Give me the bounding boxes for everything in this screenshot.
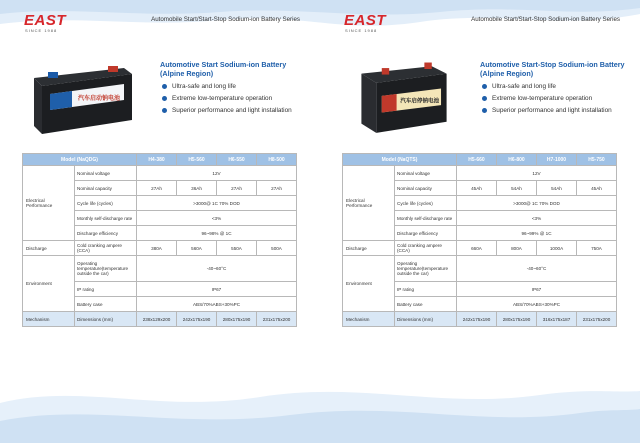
model-name: H5-560	[177, 154, 217, 166]
cell-value: 12V	[137, 166, 297, 181]
row-label: IP rating	[75, 282, 137, 297]
category-electrical: Electrical Performance	[23, 166, 75, 241]
cell-value: 54Ah	[537, 181, 577, 196]
category-environment: Environment	[23, 256, 75, 312]
cell-value: 45Ah	[457, 181, 497, 196]
row-label: Discharge efficiency	[75, 226, 137, 241]
cell-value: 280x175x190	[217, 312, 257, 327]
bullet-icon	[482, 84, 487, 89]
row-label: Dimensions (mm)	[395, 312, 457, 327]
category-discharge: Discharge	[343, 241, 395, 256]
cell-value: 800A	[497, 241, 537, 256]
battery-image	[28, 50, 136, 138]
cell-value: 54Ah	[497, 181, 537, 196]
bullet-icon	[162, 96, 167, 101]
feature-item: Extreme low-temperature operation	[162, 93, 312, 105]
row-label: Nominal voltage	[75, 166, 137, 181]
feature-item: Superior performance and light installation	[162, 105, 312, 117]
feature-item: Superior performance and light installation	[482, 105, 632, 117]
spec-table	[342, 153, 617, 327]
cell-value: 1000A	[537, 241, 577, 256]
cell-value: >3000@ 1C 70% DOD	[457, 196, 617, 211]
row-label: Operating temperature(temperature outside the car)	[395, 256, 457, 282]
model-name: H6-800	[497, 154, 537, 166]
brand-tagline: SINCE 1988	[25, 28, 58, 33]
cell-value: 560A	[177, 241, 217, 256]
series-title: Automobile Start/Start-Stop Sodium-ion Battery Series	[471, 16, 620, 23]
feature-list	[482, 81, 632, 117]
cell-value: 27Ah	[137, 181, 177, 196]
cell-value: 316x175x187	[537, 312, 577, 327]
product-title: Automotive Start Sodium-ion Battery (Alpine Region)	[160, 60, 287, 78]
cell-value: 96~98% @ 1C	[137, 226, 297, 241]
model-header: Model (NaQTS)	[343, 154, 457, 166]
row-label: Dimensions (mm)	[75, 312, 137, 327]
row-label: Nominal capacity	[395, 181, 457, 196]
row-label: IP rating	[395, 282, 457, 297]
model-name: H6-550	[217, 154, 257, 166]
row-label: Nominal voltage	[395, 166, 457, 181]
feature-list	[162, 81, 312, 117]
cell-value: 242x175x190	[177, 312, 217, 327]
cell-value: -40~60°C	[137, 256, 297, 282]
cell-value: IP67	[137, 282, 297, 297]
model-name: H8-500	[257, 154, 297, 166]
row-label: Battery case	[395, 297, 457, 312]
category-discharge: Discharge	[23, 241, 75, 256]
cell-value: 550A	[217, 241, 257, 256]
battery-label: 汽车启停钠电池	[400, 98, 440, 105]
bullet-icon	[482, 96, 487, 101]
cell-value: -40~60°C	[457, 256, 617, 282]
cell-value: >3000@ 1C 70% DOD	[137, 196, 297, 211]
cell-value: 242x175x190	[457, 312, 497, 327]
cell-value: 500A	[257, 241, 297, 256]
brand-logo: EAST	[24, 12, 67, 29]
row-label: Cycle life (cycles)	[395, 196, 457, 211]
cell-value: 231x175x200	[577, 312, 617, 327]
cell-value: 36Ah	[177, 181, 217, 196]
cell-value: 96~99% @ 1C	[457, 226, 617, 241]
cell-value: 380A	[137, 241, 177, 256]
row-label: Operating temperature(temperature outside the car)	[75, 256, 137, 282]
row-label: Monthly self-discharge rate	[395, 211, 457, 226]
cell-value: 231x175x200	[257, 312, 297, 327]
cell-value: 750A	[577, 241, 617, 256]
cell-value: 45Ah	[577, 181, 617, 196]
cell-value: <3%	[457, 211, 617, 226]
cell-value: 27Ah	[217, 181, 257, 196]
model-name: H5-660	[457, 154, 497, 166]
cell-value: ABS/70%ABS+30%PC	[137, 297, 297, 312]
row-label: Monthly self-discharge rate	[75, 211, 137, 226]
cell-value: 280x175x190	[497, 312, 537, 327]
row-label: Cold cranking ampere (CCA)	[75, 241, 137, 256]
cell-value: 12V	[457, 166, 617, 181]
spec-table	[22, 153, 297, 327]
row-label: Discharge efficiency	[395, 226, 457, 241]
battery-label: 汽车启动钠电池	[78, 96, 121, 102]
right-page	[320, 0, 640, 443]
category-environment: Environment	[343, 256, 395, 312]
feature-item: Ultra-safe and long life	[162, 81, 312, 93]
brand-logo: EAST	[344, 12, 387, 29]
brand-tagline: SINCE 1988	[345, 28, 378, 33]
series-title: Automobile Start/Start-Stop Sodium-ion Battery Series	[151, 16, 300, 23]
category-electrical: Electrical Performance	[343, 166, 395, 241]
row-label: Nominal capacity	[75, 181, 137, 196]
cell-value: ABS/70%ABS+30%PC	[457, 297, 617, 312]
cell-value: 238x129x200	[137, 312, 177, 327]
model-name: H4-380	[137, 154, 177, 166]
bullet-icon	[482, 108, 487, 113]
cell-value: 660A	[457, 241, 497, 256]
battery-image	[354, 50, 454, 138]
model-name: H5-750	[577, 154, 617, 166]
model-name: H7-1000	[537, 154, 577, 166]
row-label: Battery case	[75, 297, 137, 312]
feature-item: Ultra-safe and long life	[482, 81, 632, 93]
cell-value: <3%	[137, 211, 297, 226]
product-title: Automotive Start-Stop Sodium-ion Battery (Alpine Region)	[480, 60, 625, 78]
cell-value: IP67	[457, 282, 617, 297]
category-mechanism: Mechanism	[343, 312, 395, 327]
category-mechanism: Mechanism	[23, 312, 75, 327]
row-label: Cycle life (cycles)	[75, 196, 137, 211]
model-header: Model (NaQDG)	[23, 154, 137, 166]
cell-value: 27Ah	[257, 181, 297, 196]
bullet-icon	[162, 84, 167, 89]
bullet-icon	[162, 108, 167, 113]
feature-item: Extreme low-temperature operation	[482, 93, 632, 105]
row-label: Cold cranking ampere (CCA)	[395, 241, 457, 256]
